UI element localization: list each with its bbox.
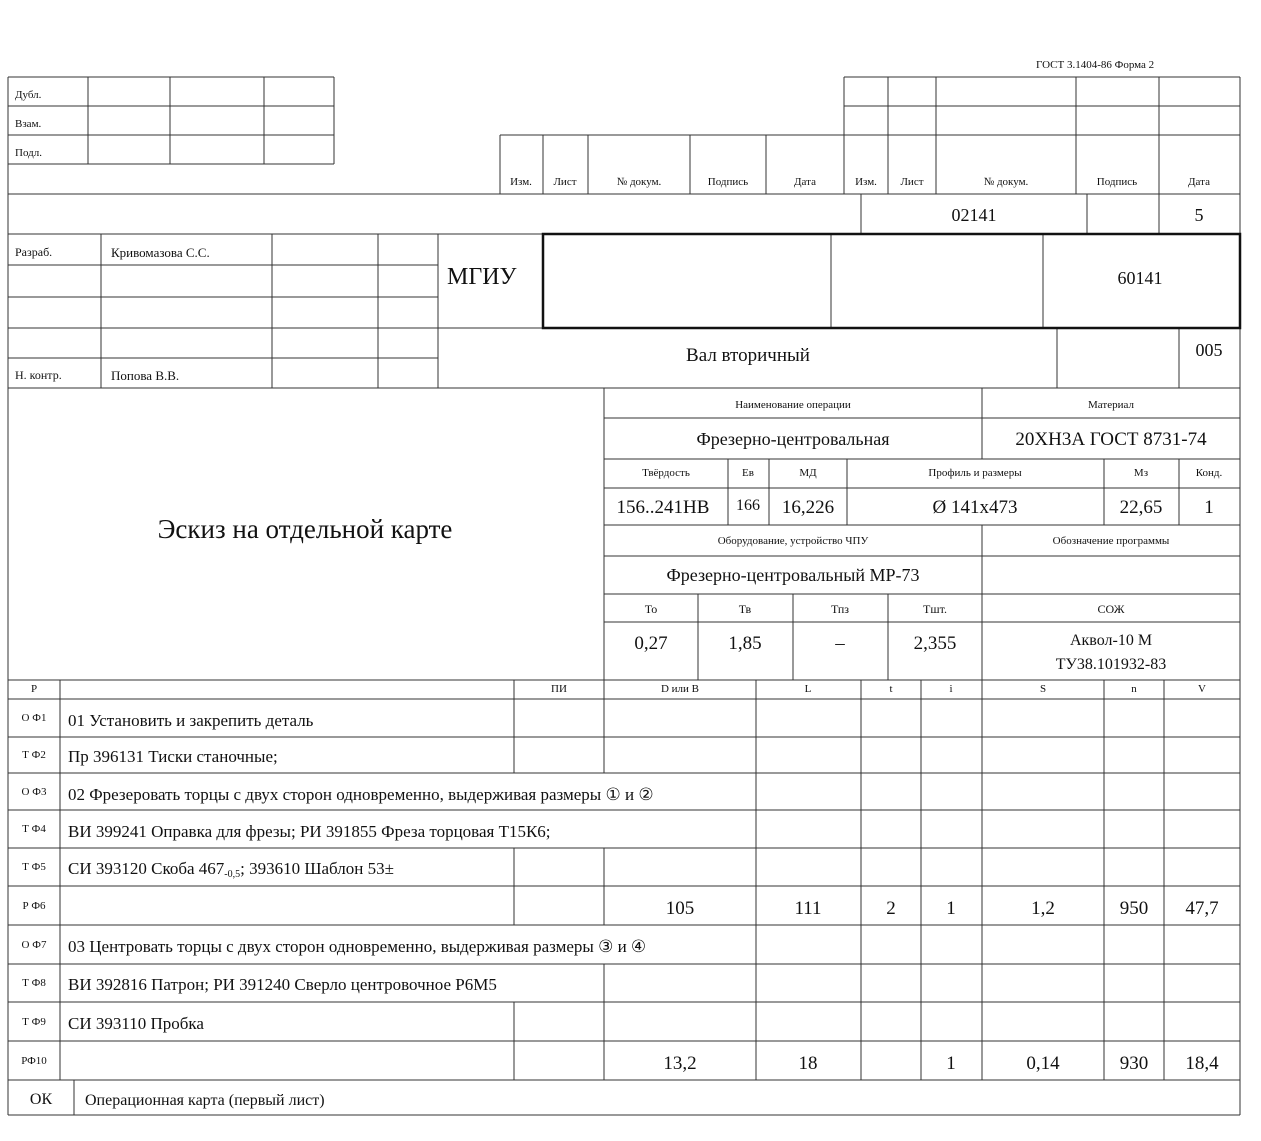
cell-s: 0,14: [1026, 1053, 1060, 1074]
row-code: О Ф7: [21, 939, 47, 951]
prop-header: Мз: [1133, 467, 1149, 479]
prop-header: Твёрдость: [642, 467, 690, 479]
table-header: V: [1198, 683, 1206, 695]
md-value: 16,226: [781, 497, 835, 518]
stamp-row-label: Дубл.: [15, 89, 42, 101]
developer-name: Кривомазова С.С.: [111, 245, 210, 260]
footer-text: Операционная карта (первый лист): [85, 1092, 325, 1109]
cell-n: 950: [1119, 898, 1149, 919]
control-name: Попова В.В.: [111, 368, 180, 383]
doc-number: 02141: [951, 205, 997, 225]
tpz-value: –: [835, 633, 845, 654]
document-code: 60141: [1117, 268, 1163, 288]
change-header: Лист: [900, 176, 924, 188]
table-header: i: [949, 683, 953, 695]
operation-number: 005: [1195, 340, 1223, 360]
cell-d: 13,2: [663, 1053, 697, 1074]
ev-value: 166: [736, 497, 760, 514]
program-label: Обозначение программы: [1052, 535, 1170, 547]
cell-i: 1: [946, 898, 956, 919]
row-code: О Ф1: [21, 712, 47, 724]
hardness-value: 156..241HB: [616, 497, 710, 518]
table-header: t: [889, 683, 893, 695]
coolant-spec: ТУ38.101932-83: [1055, 656, 1167, 673]
row-text: ВИ 399241 Оправка для фрезы; РИ 391855 Фреза торцовая Т15К6;: [68, 822, 551, 841]
row-text-part: СИ 393120 Скоба 467: [68, 859, 225, 878]
time-header: То: [644, 602, 658, 616]
prop-header: Ев: [742, 467, 754, 479]
row-code: Т Ф5: [22, 861, 46, 873]
change-header: Дата: [794, 176, 816, 188]
prop-header: МД: [799, 467, 817, 479]
sheet-number: 5: [1194, 205, 1204, 225]
gost-form-label: ГОСТ 3.1404-86 Форма 2: [1036, 59, 1155, 71]
row-text: 03 Центровать торцы с двух сторон одновременно, выдерживая размеры ③ и ④: [68, 937, 647, 956]
row-text-part: ; 393610 Шаблон 53±: [240, 859, 394, 878]
to-value: 0,27: [634, 633, 668, 654]
row-text: СИ 393110 Пробка: [68, 1014, 204, 1033]
cell-v: 18,4: [1185, 1053, 1219, 1074]
tv-value: 1,85: [728, 633, 762, 654]
change-header: Подпись: [1096, 176, 1138, 188]
change-header: Изм.: [510, 176, 532, 188]
time-header: Тпз: [830, 602, 850, 616]
cell-d: 105: [665, 898, 695, 919]
table-header: n: [1131, 683, 1137, 695]
tsht-value: 2,355: [913, 633, 957, 654]
time-header: Тв: [738, 602, 752, 616]
change-header: Изм.: [855, 176, 877, 188]
prop-header: Профиль и размеры: [928, 467, 1022, 479]
tolerance-subscript: -0,5: [224, 869, 241, 880]
row-code: О Ф3: [21, 786, 47, 798]
kond-value: 1: [1204, 497, 1214, 518]
cell-n: 930: [1119, 1053, 1149, 1074]
material-value: 20ХН3А ГОСТ 8731-74: [1015, 429, 1207, 450]
row-text: 02 Фрезеровать торцы с двух сторон одновременно, выдерживая размеры ① и ②: [68, 785, 654, 804]
row-text: ВИ 392816 Патрон; РИ 391240 Сверло центровочное Р6М5: [68, 975, 497, 994]
sketch-note: Эскиз на отдельной карте: [157, 514, 453, 544]
stamp-row-label: Взам.: [15, 118, 42, 130]
table-header: ПИ: [551, 683, 567, 695]
row-text: [68, 860, 394, 880]
time-header: Тшт.: [923, 602, 947, 616]
operation-name: Фрезерно-центровальная: [696, 429, 890, 449]
row-code: Т Ф4: [22, 823, 46, 835]
change-header: № докум.: [616, 176, 662, 188]
material-label: Материал: [1088, 399, 1134, 411]
equipment-label: Оборудование, устройство ЧПУ: [717, 535, 869, 547]
stamp-row-label: Подл.: [15, 147, 42, 159]
change-header: Подпись: [707, 176, 749, 188]
control-label: Н. контр.: [15, 368, 62, 382]
part-name: Вал вторичный: [686, 345, 810, 366]
prop-header: Конд.: [1195, 467, 1223, 479]
equipment-value: Фрезерно-центровальный МР-73: [666, 565, 920, 585]
table-header: S: [1039, 683, 1047, 695]
row-code: Т Ф8: [22, 977, 46, 989]
mz-value: 22,65: [1119, 497, 1163, 518]
row-code: Т Ф9: [22, 1016, 46, 1028]
developer-label: Разраб.: [15, 245, 53, 259]
row-code: Т Ф2: [22, 749, 46, 761]
table-header: D или B: [660, 683, 700, 695]
row-text: Пр 396131 Тиски станочные;: [68, 747, 278, 766]
table-header: L: [804, 683, 812, 695]
table-header: Р: [30, 683, 38, 695]
cell-l: 18: [798, 1053, 818, 1074]
cell-t: 2: [886, 898, 896, 919]
time-header: СОЖ: [1097, 602, 1125, 616]
footer-code: ОК: [29, 1091, 53, 1108]
profile-value: Ø 141x473: [932, 497, 1018, 518]
cell-v: 47,7: [1185, 898, 1219, 919]
change-header: № докум.: [983, 176, 1029, 188]
row-text: 01 Установить и закрепить деталь: [68, 711, 314, 730]
cell-s: 1,2: [1031, 898, 1055, 919]
row-code: РФ10: [21, 1055, 47, 1067]
cell-i: 1: [946, 1053, 956, 1074]
change-header: Дата: [1188, 176, 1210, 188]
operation-label: Наименование операции: [735, 399, 851, 411]
row-code: Р Ф6: [22, 900, 46, 912]
change-header: Лист: [553, 176, 577, 188]
cell-l: 111: [794, 898, 822, 919]
org-name: МГИУ: [447, 264, 517, 290]
coolant-name: Аквол-10 М: [1069, 632, 1153, 649]
